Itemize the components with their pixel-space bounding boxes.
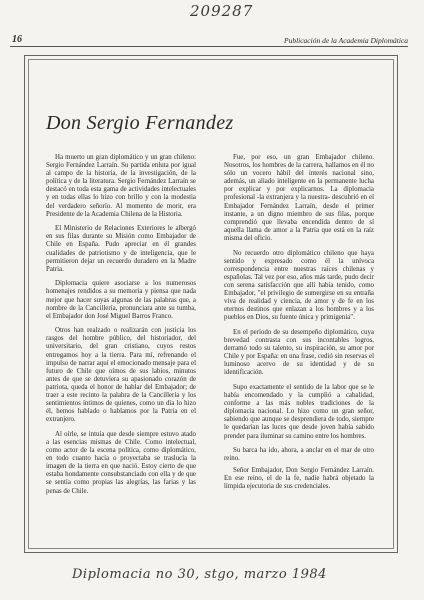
article-right-column [224, 154, 374, 498]
paragraph: Ha muerto un gran diplomático y un gran chileno: Sergio Fernández Larraín. Su partida enluta por igual al campo de la historia, de la investigación, de la política y de la literatura. Sergio Fernández Larraín se destacó en toda esta gama de actividades intelectuales y en todas ellas lo hizo con brillo y con la modestia del verdadero señorío. Al momento de morir, era Presidente de la Academia Chilena de la Historia. [46, 154, 196, 218]
article-left-column [46, 154, 196, 502]
paragraph: Su barca ha ido, ahora, a anclar en el mar de otro reino. [224, 447, 374, 463]
paragraph: Otros han realzado o realizarán con justicia los rasgos del hombre público, del historiador, del universitario, del gran cristiano, cuyos restos entregamos hoy a la tierra. Para mí, refrenando el impulso de narrar aquí el emocionado mensaje para el futuro de Chile que oímos de sus labios, minutos antes de que se detuviera su apasionado corazón de patriota, queda el honor de hablar del Embajador; de traer a este recinto la palabra de la Cancillería y los sentimientos íntimos de quienes, como un día lo hizo él, hemos hablado o hablamos por la Patria en el extranjero. [46, 327, 196, 424]
handwritten-archive-number: 209287 [190, 2, 254, 20]
paragraph: Diplomacia quiere asociarse a los numerosos homenajes rendidos a su memoria y piensa que nada mejor que hacer suyas algunas de las palabras que, a nombre de la Cancillería, pronunciara ante su tumba, el Embajador don José Miguel Barros Franco. [46, 280, 196, 320]
page-number: 16 [12, 34, 22, 45]
paragraph: Supo exactamente el sentido de la labor que se le había encomendado y la cumplió a cabalidad, conforme a las más nobles tradiciones de la diplomacia nacional. Lo hizo como un gran señor, sabiendo que aunque se desprendiera de todo, siempre le quedarían las luces que desde joven había sabido prender para iluminar su camino entre los hombres. [224, 383, 374, 440]
paragraph: El Ministerio de Relaciones Exteriores le albergó en sus filas durante su Misión como Embajador de Chile en España. Pudo apreciar en él grandes cualidades de patriotismo y de inteligencia, que le permitieron dejar un recuerdo duradero en la Madre Patria. [46, 225, 196, 273]
running-title: Publicación de la Academia Diplomática [283, 36, 408, 45]
paragraph: Fue, por eso, un gran Embajador chileno. Nosotros, los hombres de la carrera, hallamos en él no sólo un vocero hábil del interés nacional sino, además, un aliado inteligente en la permanente lucha por explicar y por explicarnos. La diplomacia profesional -la extranjera y la nuestra- descubrió en el Embajador Fernández Larraín, desde el primer instante, a un digno miembro de sus filas, porque comprendió que llevaba encendida dentro de sí aquella llama de amor a la Patria que está en la raíz misma del oficio. [224, 154, 374, 242]
paragraph: No recuerdo otro diplomático chileno que haya sentido y expresado como él la unívoca correspondencia entre nuestras raíces chilenas y españolas. Tal vez por eso, años más tarde, pudo decir con serena satisfacción que allí había tenido, como Embajador, "el privilegio de sumergirse en su entraña viva de realidad y ciencia, de amor y de fe en los eternos destinos que enlazan a los hombres y a los pueblos en Dios, su fuente única y primigenia". [224, 249, 374, 322]
paragraph: Al oírle, se intuía que desde siempre estuvo atado a las esencias mismas de Chile. Como intelectual, como actor de la escena política, como diplomático, en todo cuanto hacía o proyectaba se traslucía la imagen de la tierra en que nació. Estoy cierto de que estaba hondamente consubstanciado con ella y de que se sentía como propias las alegrías, las farias y las penas de Chile. [46, 430, 196, 495]
paragraph: En el período de su desempeño diplomático, cuya brevedad contrasta con sus incontables logros, derramó todo su talento, su inspiración, su amor por Chile y por España: en una frase, cedió sin reservas el luminoso acervo de su identidad y de su identificación. [224, 328, 374, 377]
article-title: Don Sergio Fernandez [46, 112, 234, 134]
paragraph: Señor Embajador, Don Sergio Fernández Larraín. En ese reino, el de la fe, nadie habrá objetado la límpida ejecutoria de sus credenciales. [224, 467, 374, 491]
page-header [10, 33, 408, 47]
handwritten-citation: Diplomacia no 30, stgo, marzo 1984 [72, 567, 327, 582]
